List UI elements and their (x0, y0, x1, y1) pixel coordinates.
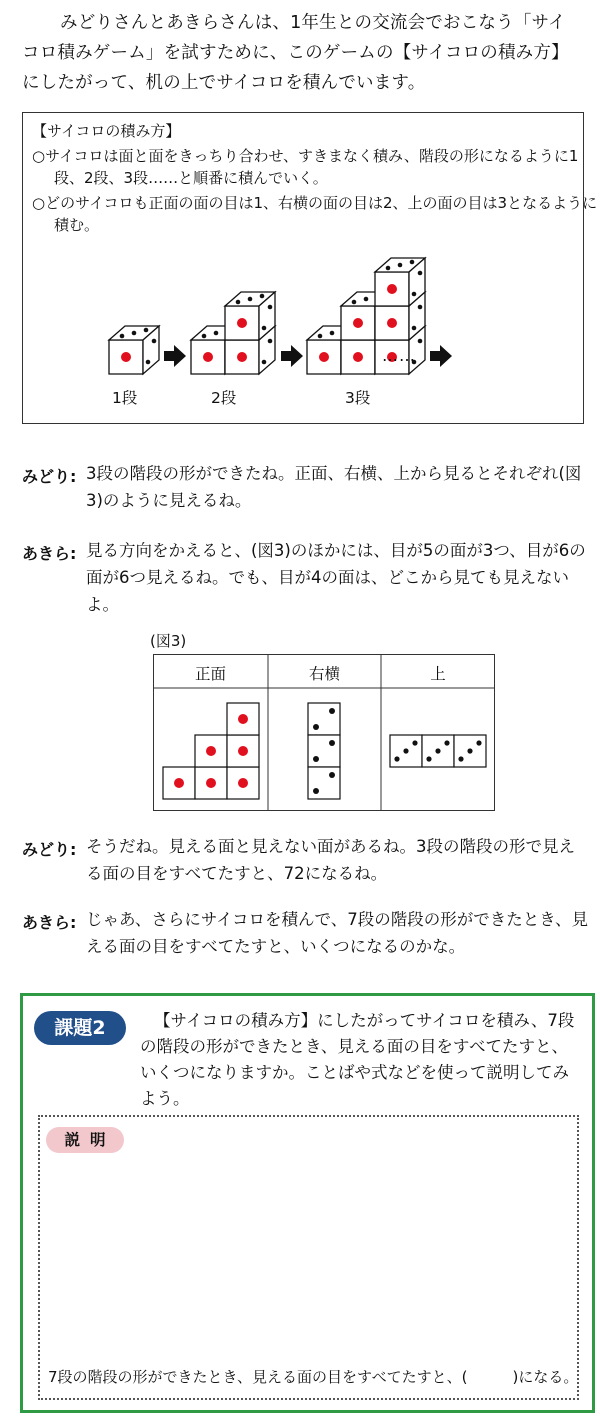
figure3-header-right: 右横 (308, 665, 340, 683)
figure3-label: (図3) (150, 632, 187, 650)
dialog-text-3: そうだね。見える面と見えない面があるね。3段の階段の形で見える面の目をすべてたすと、72になるね。 (86, 837, 575, 883)
figure3-header-front: 正面 (194, 665, 226, 683)
rule-2: ○どのサイコロも正面の面の目は1、右横の面の目は2、上の面の目は3となるように積む。 (32, 194, 598, 234)
speaker-midori-1: みどり: (22, 467, 77, 486)
dice-stacks-illustration (100, 250, 530, 410)
explanation-tag: 説明 (46, 1127, 124, 1153)
stage-label-1: 1段 (112, 389, 138, 407)
speaker-akira-2: あきら: (22, 913, 77, 932)
dialog-text-1: 3段の階段の形ができたね。正面、右横、上から見るとそれぞれ(図3)のように見えるね。 (86, 464, 582, 510)
figure3-header-top: 上 (430, 665, 446, 683)
answer-sentence: 7段の階段の形ができたとき、見える面の目をすべてたすと、( )になる。 (48, 1368, 579, 1386)
die-stage1 (109, 326, 159, 374)
rules-title: 【サイコロの積み方】 (32, 122, 181, 140)
task2-prompt: 【サイコロの積み方】にしたがってサイコロを積み、7段の階段の形ができたとき、見える面の目をすべてたすと、いくつになりますか。ことばや式などを使って説明してみよう。 (140, 1011, 575, 1108)
task2-text (140, 1008, 580, 1112)
dialog-text-4: じゃあ、さらにサイコロを積んで、7段の階段の形ができたとき、見える面の目をすべてたすと、いくつになるのかな。 (86, 910, 589, 956)
continuation-ellipsis: …… (382, 346, 416, 365)
stage-label-3: 3段 (345, 389, 371, 407)
stage-label-2: 2段 (211, 389, 237, 407)
intro-text: みどりさんとあきらさんは、1年生との交流会でおこなう「サイコロ積みゲーム」を試すために、このゲームの【サイコロの積み方】にしたがって、机の上でサイコロを積んでいます。 (22, 13, 569, 93)
task2-badge: 課題2 (34, 1011, 126, 1045)
speaker-akira-1: あきら: (22, 544, 77, 563)
intro-paragraph (22, 8, 582, 98)
answer-area[interactable] (38, 1115, 579, 1400)
dialog-text-2: 見る方向をかえると、(図3)のほかには、目が5の面が3つ、目が6の面が6つ見えるね。でも、目が4の面は、どこから見ても見えないよ。 (86, 541, 586, 614)
speaker-midori-2: みどり: (22, 840, 77, 859)
rule-1: ○サイコロは面と面をきっちり合わせ、すきまなく積み、階段の形になるように1段、2段、3段……と順番に積んでいく。 (32, 147, 579, 187)
